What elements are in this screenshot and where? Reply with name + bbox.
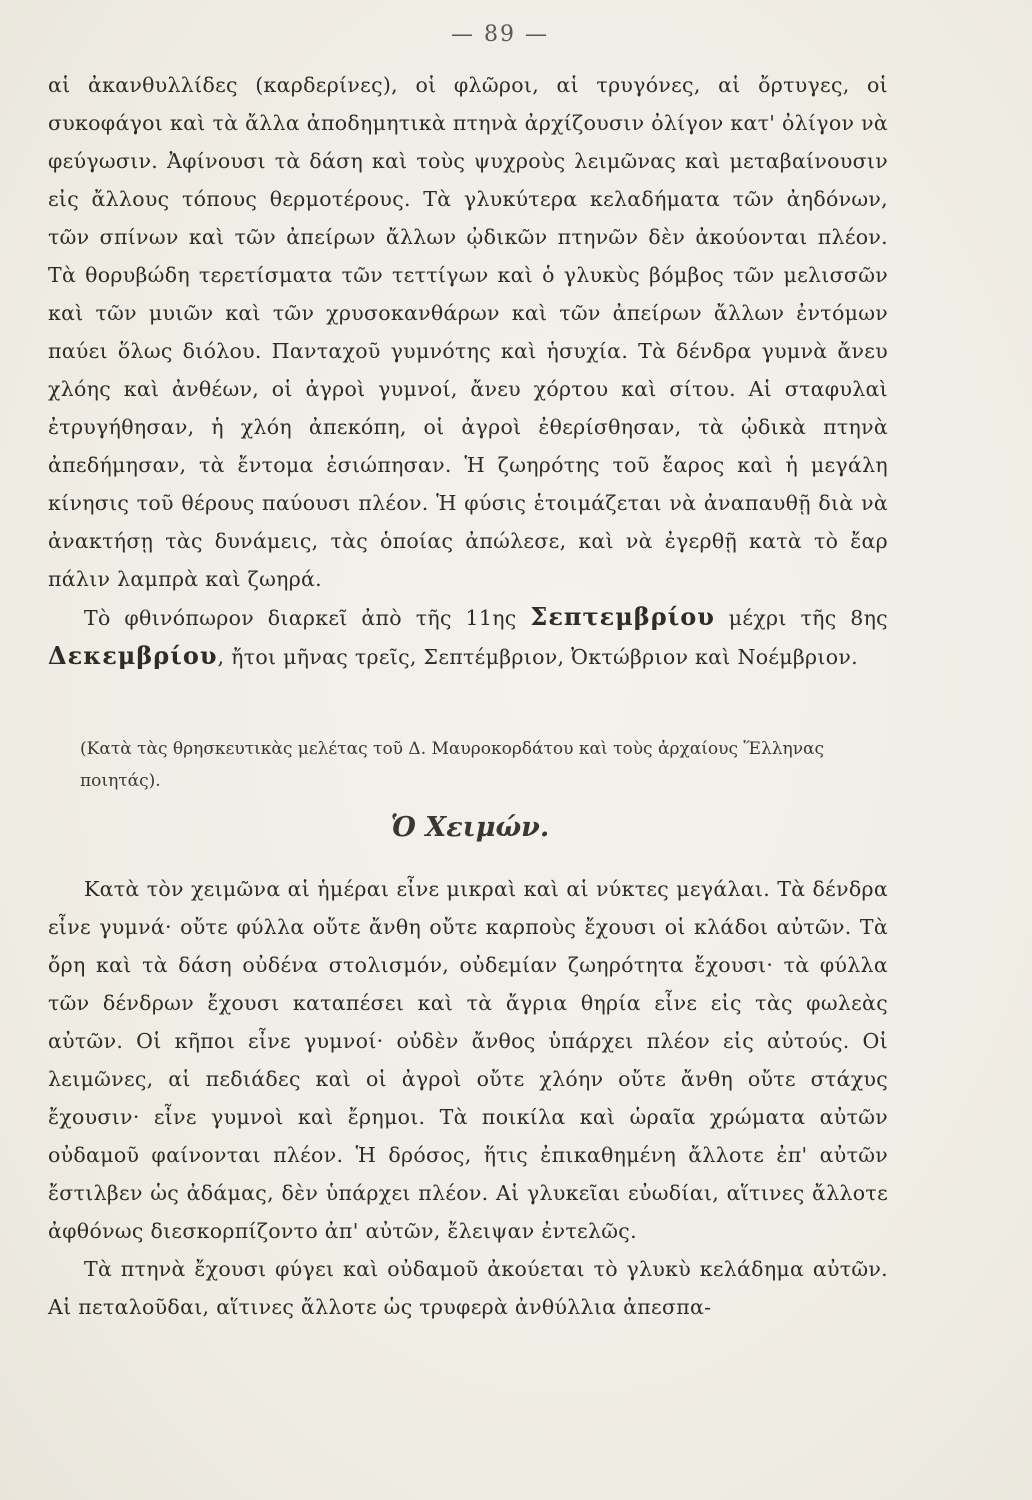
paragraph-autumn-duration [48,598,888,676]
duration-text-1: Τὸ φθινόπωρον διαρκεῖ ἀπὸ τῆς 11ης [84,606,517,630]
text-block-winter [48,870,888,1326]
paragraph-winter-birds: Τὰ πτηνὰ ἔχουσι φύγει καὶ οὐδαμοῦ ἀκούεται τὸ γλυκὺ κελάδημα αὐτῶν. Αἱ πεταλοῦδαι, αἵτινες ἄλλοτε ὡς τρυφερὰ ἀνθύλλια ἀπεσπα- [48,1257,888,1319]
section-heading-winter: Ὁ Χειμών. [390,812,550,843]
text-block-autumn [48,66,888,676]
bold-september: Σεπτεμβρίου [530,602,715,631]
paragraph-winter-nature: Κατὰ τὸν χειμῶνα αἱ ἡμέραι εἶνε μικραὶ καὶ αἱ νύκτες μεγάλαι. Τὰ δένδρα εἶνε γυμνά· οὔτε φύλλα οὔτε ἄνθη οὔτε καρποὺς ἔχουσι οἱ κλάδοι αὐτῶν. Τὰ ὄρη καὶ τὰ δάση οὐδένα στολισμόν, οὐδεμίαν ζωηρότητα ἔχουσι· τὰ φύλλα τῶν δένδρων ἔχουσι καταπέσει καὶ τὰ ἄγρια θηρία εἶνε εἰς τὰς φωλεὰς αὐτῶν. Οἱ κῆποι εἶνε γυμνοί· οὐδὲν ἄνθος ὑπάρχει πλέον εἰς αὐτούς. Οἱ λειμῶνες, αἱ πεδιάδες καὶ οἱ ἀγροὶ οὔτε χλόην οὔτε ἄνθη οὔτε στάχυς ἔχουσιν· εἶνε γυμνοὶ καὶ ἔρημοι. Τὰ ποικίλα καὶ ὡραῖα χρώματα αὐτῶν οὐδαμοῦ φαίνονται πλέον. Ἡ δρόσος, ἥτις ἐπικαθημένη ἄλλοτε ἐπ' αὐτῶν ἔστιλβεν ὡς ἀδάμας, δὲν ὑπάρχει πλέον. Αἱ γλυκεῖαι εὐωδίαι, αἵτινες ἄλλοτε ἀφθόνως διεσκορπίζοντο ἀπ' αὐτῶν, ἔλειψαν ἐντελῶς. [48,877,888,1243]
paragraph-autumn-birds: αἱ ἀκανθυλλίδες (καρδερίνες), οἱ φλῶροι, αἱ τρυγόνες, αἱ ὄρτυγες, οἱ συκοφάγοι καὶ τὰ ἄλλα ἀποδημητικὰ πτηνὰ ἀρχίζουσιν ὀλίγον κατ' ὀλίγον νὰ φεύγωσιν. Ἀφίνουσι τὰ δάση καὶ τοὺς ψυχροὺς λειμῶνας καὶ μεταβαίνουσιν εἰς ἄλλους τόπους θερμοτέρους. Τὰ γλυκύτερα κελαδήματα τῶν ἀηδόνων, τῶν σπίνων καὶ τῶν ἀπείρων ἄλλων ᾠδικῶν πτηνῶν δὲν ἀκούονται πλέον. Τὰ θορυβώδη τερετίσματα τῶν τεττίγων καὶ ὁ γλυκὺς βόμβος τῶν μελισσῶν καὶ τῶν μυιῶν καὶ τῶν χρυσοκανθάρων καὶ τῶν ἀπείρων ἄλλων ἐντόμων παύει ὅλως διόλου. Πανταχοῦ γυμνότης καὶ ἡσυχία. Τὰ δένδρα γυμνὰ ἄνευ χλόης καὶ ἀνθέων, οἱ ἀγροὶ γυμνοί, ἄνευ χόρτου καὶ σίτου. Αἱ σταφυλαὶ ἐτρυγήθησαν, ἡ χλόη ἀπεκόπη, οἱ ἀγροὶ ἐθερίσθησαν, τὰ ᾠδικὰ πτηνὰ ἀπεδήμησαν, τὰ ἔντομα ἐσιώπησαν. Ἡ ζωηρότης τοῦ ἔαρος καὶ ἡ μεγάλη κίνησις τοῦ θέρους παύουσι πλέον. Ἡ φύσις ἑτοιμάζεται νὰ ἀναπαυθῇ διὰ νὰ ἀνακτήσῃ τὰς δυνάμεις, τὰς ὁποίας ἀπώλεσε, καὶ νὰ ἐγερθῇ κατὰ τὸ ἔαρ πάλιν λαμπρὰ καὶ ζωηρά. [48,73,888,591]
duration-text-2: μέχρι τῆς 8ης [728,606,888,630]
source-citation: (Κατὰ τὰς θρησκευτικὰς μελέτας τοῦ Δ. Μαυροκορδάτου καὶ τοὺς ἀρχαίους Ἕλληνας ποιητάς). [80,739,825,791]
duration-text-3: , ἤτοι μῆνας τρεῖς, Σεπτέμβριον, Ὀκτώβριον καὶ Νοέμβριον. [217,645,858,669]
bold-december: Δεκεμβρίου [48,641,218,670]
page-number: — 89 — [451,22,549,47]
